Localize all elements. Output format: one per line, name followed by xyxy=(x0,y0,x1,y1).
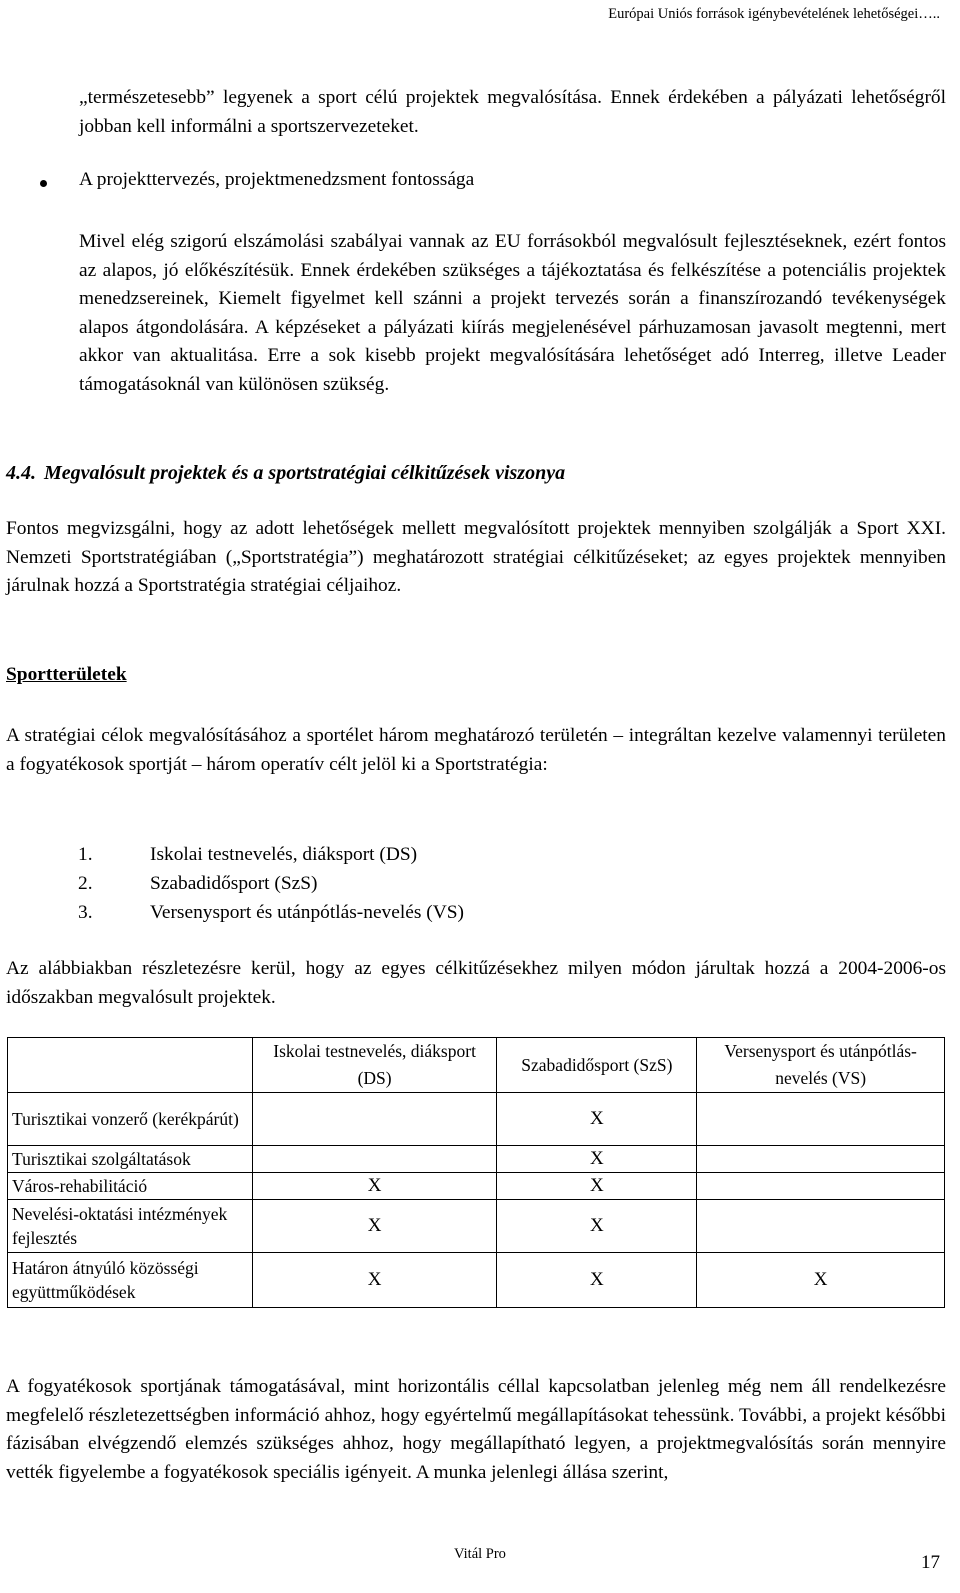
bullet-icon xyxy=(40,180,47,187)
table-header-cell xyxy=(8,1038,253,1093)
row-label: Turisztikai vonzerő (kerékpárút) xyxy=(8,1093,253,1146)
list-item: 1. Iskolai testnevelés, diáksport (DS) xyxy=(78,844,418,865)
cell-vs xyxy=(697,1200,945,1253)
table-row xyxy=(8,1146,945,1173)
cell-szs: X xyxy=(497,1200,697,1253)
table-row xyxy=(8,1253,945,1308)
cell-szs: X xyxy=(497,1146,697,1173)
paragraph-intro: „természetesebb” legyenek a sport célú projektek megvalósítása. Ennek érdekében a pályázati lehetőségről jobban kell informálni a sportszervezeteket. xyxy=(79,87,946,137)
list-item: 3. Versenysport és utánpótlás-nevelés (VS) xyxy=(78,902,464,923)
paragraph-projectplanning: Mivel elég szigorú elszámolási szabályai vannak az EU forrásokból megvalósult fejlesztéseknek, ezért fontos az alapos, jó előkészítésük. Ennek érdekében szükséges a tájékoztatása és felkészítése a potenciális projektek menedzsereinek, Kiemelt figyelmet kell szánni a projekt tervezés során a finanszírozandó tevékenységek alapos átgondolására. A képzéseket a pályázati kiírás megjelenésével párhuzamosan javasolt megtenni, mert akkor van aktualitása. Erre a sok kisebb projekt megvalósítására lehetőséget adó Interreg, illetve Leader támogatásoknál van különösen szükség. xyxy=(79,231,946,395)
cell-ds: X xyxy=(252,1253,497,1308)
cell-ds: X xyxy=(252,1200,497,1253)
table-header-cell: Szabadidősport (SzS) xyxy=(497,1038,697,1093)
projects-table xyxy=(7,1037,945,1308)
cell-vs xyxy=(697,1093,945,1146)
section-heading xyxy=(6,462,565,485)
section-title: Megvalósult projektek és a sportstratégiai célkitűzések viszonya xyxy=(44,462,566,484)
cell-vs xyxy=(697,1173,945,1200)
row-label: Város-rehabilitáció xyxy=(8,1173,253,1200)
cell-szs: X xyxy=(497,1173,697,1200)
row-label: Nevelési-oktatási intézmények fejlesztés xyxy=(8,1200,253,1253)
bullet-item: A projekttervezés, projektmenedzsment fontossága xyxy=(79,169,475,190)
paragraph-table-intro: Az alábbiakban részletezésre kerül, hogy az egyes célkitűzésekhez milyen módon járultak hozzá a 2004-2006-os időszakban megvalósult projektek. xyxy=(6,958,946,1008)
paragraph-disability: A fogyatékosok sportjának támogatásával, mint horizontális céllal kapcsolatban jelenleg még nem áll rendelkezésre megfelelő részletezettségben információ ahhoz, hogy egyértelmű megállapításokat tehessünk. További, a projekt későbbi fázisában elvégzendő elemzés szükséges ahhoz, hogy megállapítható legyen, a projektmegvalósítás során mennyire vették figyelembe a fogyatékosok speciális igényeit. A munka jelenlegi állása szerint, xyxy=(6,1376,946,1483)
paragraph-assessment: Fontos megvizsgálni, hogy az adott lehetőségek mellett megvalósított projektek mennyiben szolgálják a Sport XXI. Nemzeti Sportstratégiában („Sportstratégia”) meghatározott stratégiai célkitűzéseket; az egyes projektek mennyiben járulnak hozzá a Sportstratégia stratégiai céljaihoz. xyxy=(6,518,946,597)
cell-ds xyxy=(252,1146,497,1173)
table-row xyxy=(8,1200,945,1253)
table-row xyxy=(8,1093,945,1146)
row-label: Határon átnyúló közösségi együttműködések xyxy=(8,1253,253,1308)
cell-szs: X xyxy=(497,1253,697,1308)
page-footer: Vitál Pro xyxy=(454,1546,506,1562)
cell-ds xyxy=(252,1093,497,1146)
cell-ds: X xyxy=(252,1173,497,1200)
running-header: Európai Uniós források igénybevételének lehetőségei….. xyxy=(608,6,940,22)
table-header-cell: Iskolai testnevelés, diáksport (DS) xyxy=(252,1038,497,1093)
cell-vs xyxy=(697,1146,945,1173)
paragraph-strategy: A stratégiai célok megvalósításához a sportélet három meghatározó területén – integráltan kezelve valamennyi területen a fogyatékosok sportját – három operatív célt jelöl ki a Sportstratégia: xyxy=(6,725,946,775)
section-number: 4.4. xyxy=(6,462,36,484)
row-label: Turisztikai szolgáltatások xyxy=(8,1146,253,1173)
goal-list xyxy=(78,840,464,927)
subheading: Sportterületek xyxy=(6,664,127,685)
list-item: 2. Szabadidősport (SzS) xyxy=(78,873,318,894)
page-number: 17 xyxy=(921,1552,940,1573)
cell-szs: X xyxy=(497,1093,697,1146)
table-header-cell: Versenysport és utánpótlás-nevelés (VS) xyxy=(697,1038,945,1093)
table-header-row xyxy=(8,1038,945,1093)
table-row xyxy=(8,1173,945,1200)
cell-vs: X xyxy=(697,1253,945,1308)
